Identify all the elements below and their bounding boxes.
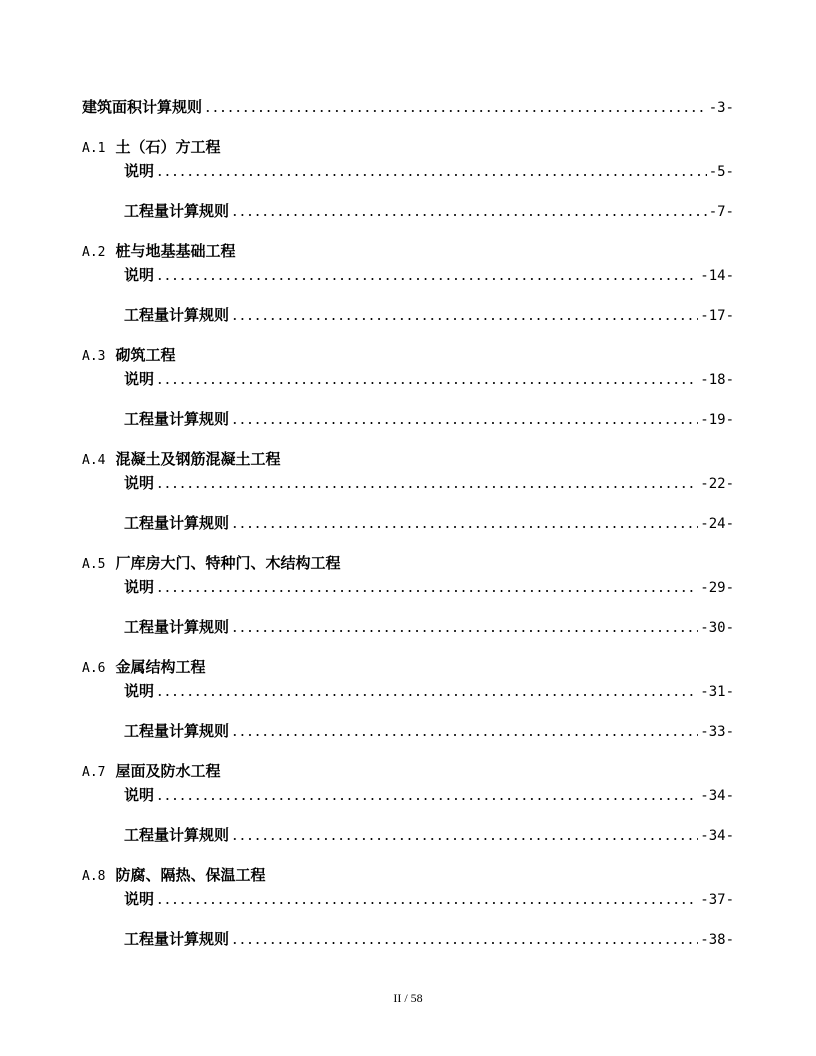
toc-page-number: -3- bbox=[708, 100, 734, 116]
toc-chapter-heading[interactable] bbox=[82, 864, 266, 886]
dot-leader bbox=[204, 110, 707, 112]
toc-entry-rules[interactable] bbox=[124, 616, 734, 638]
toc-entry-description[interactable] bbox=[124, 264, 734, 286]
dot-leader bbox=[231, 942, 698, 944]
toc-entry-description[interactable] bbox=[124, 160, 734, 182]
dot-leader bbox=[231, 526, 698, 528]
dot-leader bbox=[156, 694, 698, 696]
toc-entry-title: 工程量计算规则 bbox=[124, 514, 230, 532]
toc-entry-title: 说明 bbox=[124, 370, 155, 388]
chapter-title: 桩与地基基础工程 bbox=[115, 242, 236, 260]
chapter-title: 砌筑工程 bbox=[115, 346, 176, 364]
dot-leader bbox=[156, 798, 698, 800]
toc-chapter-heading[interactable] bbox=[82, 344, 176, 366]
toc-page-number: -7- bbox=[708, 204, 734, 220]
toc-entry-rules[interactable] bbox=[124, 304, 734, 326]
toc-entry-description[interactable] bbox=[124, 576, 734, 598]
page-footer bbox=[0, 991, 816, 1006]
chapter-number: A.7 bbox=[82, 765, 106, 780]
dot-leader bbox=[231, 214, 707, 216]
dot-leader bbox=[156, 382, 698, 384]
toc-entry-title: 说明 bbox=[124, 474, 155, 492]
chapter-number: A.6 bbox=[82, 661, 106, 676]
toc-entry-title: 说明 bbox=[124, 162, 155, 180]
toc-chapter-heading[interactable] bbox=[82, 552, 341, 574]
dot-leader bbox=[156, 486, 698, 488]
toc-entry-title: 工程量计算规则 bbox=[124, 410, 230, 428]
toc-entry-title: 说明 bbox=[124, 682, 155, 700]
toc-page-number: -38- bbox=[700, 932, 734, 948]
toc-page-number: -18- bbox=[700, 372, 734, 388]
toc-entry-rules[interactable] bbox=[124, 928, 734, 950]
toc-page-number: -24- bbox=[700, 516, 734, 532]
chapter-number: A.1 bbox=[82, 141, 106, 156]
toc-entry-intro[interactable] bbox=[82, 96, 734, 118]
chapter-title: 混凝土及钢筋混凝土工程 bbox=[115, 450, 281, 468]
dot-leader bbox=[156, 174, 707, 176]
toc-entry-title: 工程量计算规则 bbox=[124, 930, 230, 948]
dot-leader bbox=[231, 630, 698, 632]
chapter-title: 防腐、隔热、保温工程 bbox=[115, 866, 266, 884]
toc-entry-rules[interactable] bbox=[124, 824, 734, 846]
chapter-title: 厂库房大门、特种门、木结构工程 bbox=[115, 554, 341, 572]
toc-entry-title: 说明 bbox=[124, 890, 155, 908]
toc-page-number: -30- bbox=[700, 620, 734, 636]
chapter-number: A.5 bbox=[82, 557, 106, 572]
chapter-title: 屋面及防水工程 bbox=[115, 762, 221, 780]
chapter-title: 金属结构工程 bbox=[115, 658, 206, 676]
toc-page-number: -34- bbox=[700, 788, 734, 804]
toc-page-number: -33- bbox=[700, 724, 734, 740]
toc-chapter-heading[interactable] bbox=[82, 656, 206, 678]
dot-leader bbox=[231, 734, 698, 736]
toc-chapter-heading[interactable] bbox=[82, 760, 221, 782]
chapter-number: A.8 bbox=[82, 869, 106, 884]
dot-leader bbox=[231, 838, 698, 840]
chapter-number: A.4 bbox=[82, 453, 106, 468]
toc-page-number: -29- bbox=[700, 580, 734, 596]
dot-leader bbox=[231, 422, 698, 424]
dot-leader bbox=[231, 318, 698, 320]
toc-entry-title: 工程量计算规则 bbox=[124, 826, 230, 844]
toc-page-number: -14- bbox=[700, 268, 734, 284]
toc-entry-rules[interactable] bbox=[124, 408, 734, 430]
toc-entry-title: 说明 bbox=[124, 266, 155, 284]
page-indicator: II / 58 bbox=[393, 991, 423, 1005]
toc-page-number: -31- bbox=[700, 684, 734, 700]
toc-page-number: -19- bbox=[700, 412, 734, 428]
toc-entry-title: 工程量计算规则 bbox=[124, 722, 230, 740]
toc-entry-rules[interactable] bbox=[124, 512, 734, 534]
dot-leader bbox=[156, 902, 698, 904]
toc-entry-description[interactable] bbox=[124, 888, 734, 910]
toc-entry-description[interactable] bbox=[124, 472, 734, 494]
chapter-number: A.3 bbox=[82, 349, 106, 364]
toc-entry-title: 工程量计算规则 bbox=[124, 306, 230, 324]
toc-entry-title: 工程量计算规则 bbox=[124, 618, 230, 636]
toc-entry-title: 工程量计算规则 bbox=[124, 202, 230, 220]
toc-entry-title: 说明 bbox=[124, 786, 155, 804]
toc-entry-rules[interactable] bbox=[124, 200, 734, 222]
dot-leader bbox=[156, 590, 698, 592]
chapter-number: A.2 bbox=[82, 245, 106, 260]
toc-chapter-heading[interactable] bbox=[82, 240, 236, 262]
toc-entry-description[interactable] bbox=[124, 784, 734, 806]
toc-page-number: -17- bbox=[700, 308, 734, 324]
chapter-title: 土（石）方工程 bbox=[115, 138, 221, 156]
toc-page-number: -22- bbox=[700, 476, 734, 492]
toc-entry-title: 说明 bbox=[124, 578, 155, 596]
toc-entry-description[interactable] bbox=[124, 368, 734, 390]
dot-leader bbox=[156, 278, 698, 280]
toc-chapter-heading[interactable] bbox=[82, 448, 281, 470]
toc-entry-rules[interactable] bbox=[124, 720, 734, 742]
toc-entry-title: 建筑面积计算规则 bbox=[82, 98, 203, 116]
toc-page-number: -37- bbox=[700, 892, 734, 908]
toc-page-number: -34- bbox=[700, 828, 734, 844]
toc-entry-description[interactable] bbox=[124, 680, 734, 702]
toc-chapter-heading[interactable] bbox=[82, 136, 221, 158]
toc-page-number: -5- bbox=[708, 164, 734, 180]
